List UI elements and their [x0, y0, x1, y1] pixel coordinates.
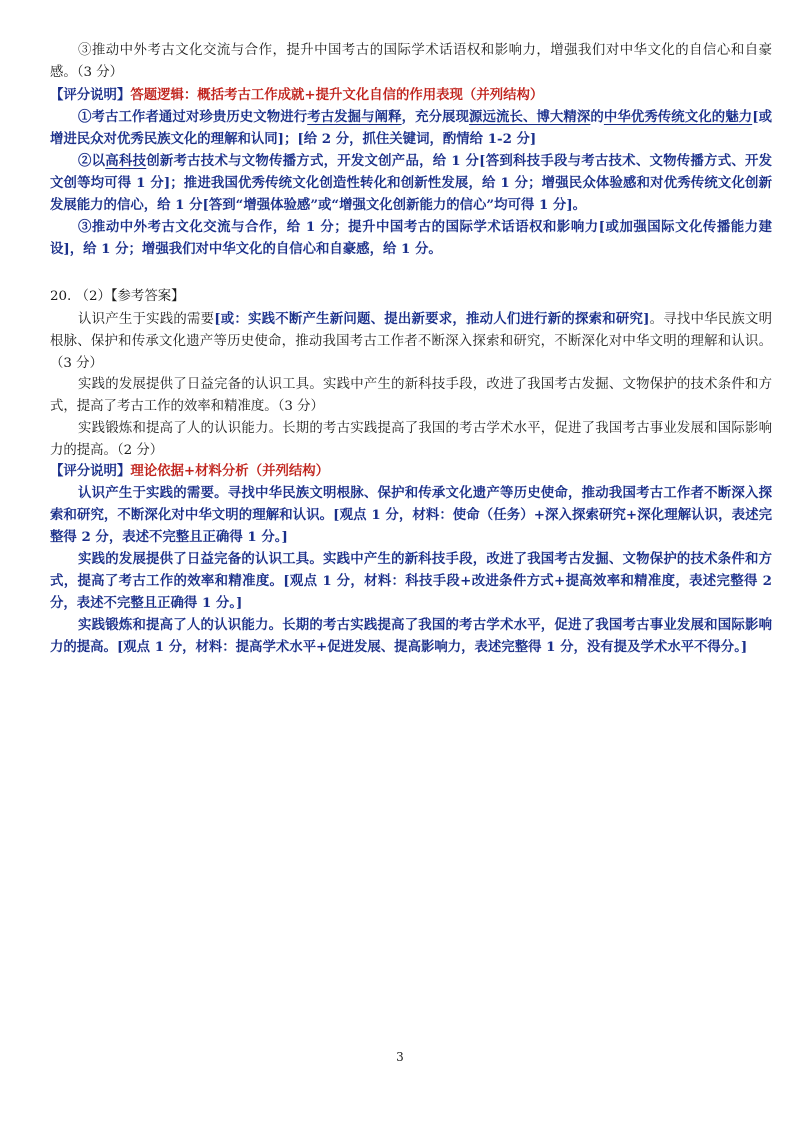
- keyword-excavation: 考古发掘与阐释: [307, 109, 402, 125]
- keyword-culture-charm: 中华优秀传统文化的魅力: [603, 109, 753, 125]
- reference-answer-3: [50, 418, 772, 462]
- reference-answer-3-text: 实践锻炼和提高了人的认识能力。长期的考古实践提高了我国的考古学术水平，促进了我国考古事业发展和国际影响力的提高。（2 分）: [50, 421, 772, 458]
- scoring-item-2-text-a: ②以: [78, 153, 106, 169]
- reference-answer-1-text-c: 。寻找中华民族文明根脉、保护和传承文化遗产等历史使命，推动我国考古工作者不断深入探索和研究，不断深化对中华文明的理解和认识。（3 分）: [50, 312, 773, 371]
- scoring-item-2: [50, 150, 772, 216]
- scoring-detail-1: [50, 482, 772, 548]
- scoring-item-1-text-c: 的: [590, 109, 604, 125]
- scoring-detail-3: [50, 614, 772, 658]
- question-20-label: 20. （2）【参考答案】: [50, 289, 185, 304]
- keyword-long-history: 源远流长、博大精深: [469, 109, 591, 125]
- page-number: 3: [396, 1050, 404, 1064]
- scoring-item-1-text-a: ①考古工作者通过对珍贵历史文物进行: [78, 109, 308, 125]
- reference-answer-1-text-a: 认识产生于实践的需要: [78, 312, 215, 327]
- scoring-note-2-label: 理论依据+材料分析（并列结构）: [130, 463, 330, 479]
- question-20-heading: [50, 286, 772, 308]
- scoring-note-2-bracket: 【评分说明】: [50, 463, 131, 479]
- scoring-detail-3-text: 实践锻炼和提高了人的认识能力。长期的考古实践提高了我国的考古学术水平，促进了我国考古事业发展和国际影响力的提高。[观点 1 分，材料：提高学术水平+促进发展、提高影响力，表述完整得 1 分，没有提及学术水平不得分。]: [50, 617, 772, 655]
- scoring-note-label: 答题逻辑：概括考古工作成就+提升文化自信的作用表现（并列结构）: [130, 87, 544, 103]
- reference-answer-2-text: 实践的发展提供了日益完备的认识工具。实践中产生的新科技手段，改进了我国考古发掘、文物保护的技术条件和方式，提高了考古工作的效率和精准度。（3 分）: [50, 377, 772, 414]
- answer-point-3-text: ③推动中外考古文化交流与合作，提升中国考古的国际学术话语权和影响力，增强我们对中华文化的自信心和自豪感。（3 分）: [50, 43, 772, 80]
- scoring-item-1-text-b: ，充分展现: [401, 109, 470, 125]
- scoring-note-bracket: 【评分说明】: [50, 87, 131, 103]
- scoring-item-1-text-d: [或增进民众对优秀民族文化的理解和认同]；[给 2 分，抓住关键词，酌情给 1-2 分]: [50, 109, 773, 147]
- scoring-item-3: [50, 216, 772, 260]
- scoring-detail-1-text: 认识产生于实践的需要。寻找中华民族文明根脉、保护和传承文化遗产等历史使命，推动我国考古工作者不断深入探索和研究，不断深化对中华文明的理解和认识。[观点 1 分，材料：使命（任务）+深入探索研究+深化理解认识，表述完整得 2 分，表述不完整且正确得 1 分。]: [50, 485, 772, 545]
- scoring-note-2: [50, 460, 772, 483]
- reference-answer-1-alt: [或：实践不断产生新问题、提出新要求，推动人们进行新的探索和研究]: [214, 311, 650, 327]
- scoring-item-1: [50, 106, 772, 150]
- answer-point-3: [50, 40, 772, 84]
- keyword-high-tech: 高科技: [105, 153, 147, 169]
- scoring-item-3-text: ③推动中外考古文化交流与合作，给 1 分；提升中国考古的国际学术话语权和影响力[或加强国际文化传播能力建设]，给 1 分；增强我们对中华文化的自信心和自豪感，给 1 分。: [50, 219, 772, 257]
- scoring-detail-2: [50, 548, 772, 614]
- scoring-note-1: [50, 84, 772, 107]
- scoring-detail-2-text: 实践的发展提供了日益完备的认识工具。实践中产生的新科技手段，改进了我国考古发掘、文物保护的技术条件和方式，提高了考古工作的效率和精准度。[观点 1 分，材料：科技手段+改进条件方式+提高效率和精准度，表述完整得 2 分，表述不完整且正确得 1 分。]: [50, 551, 772, 611]
- reference-answer-1: [50, 308, 772, 375]
- reference-answer-2: [50, 374, 772, 418]
- scoring-item-2-text-b: 创新考古技术与文物传播方式，开发文创产品，给 1 分[答到科技手段与考古技术、文物传播方式、开发文创等均可得 1 分]；推进我国优秀传统文化创造性转化和创新性发展，给 1 分；增强民众体验感和对优秀传统文化创新发展能力的信心，给 1 分[答到“增强体验感”或“增强文化创新能力的信心”均可得 1 分]。: [50, 153, 773, 213]
